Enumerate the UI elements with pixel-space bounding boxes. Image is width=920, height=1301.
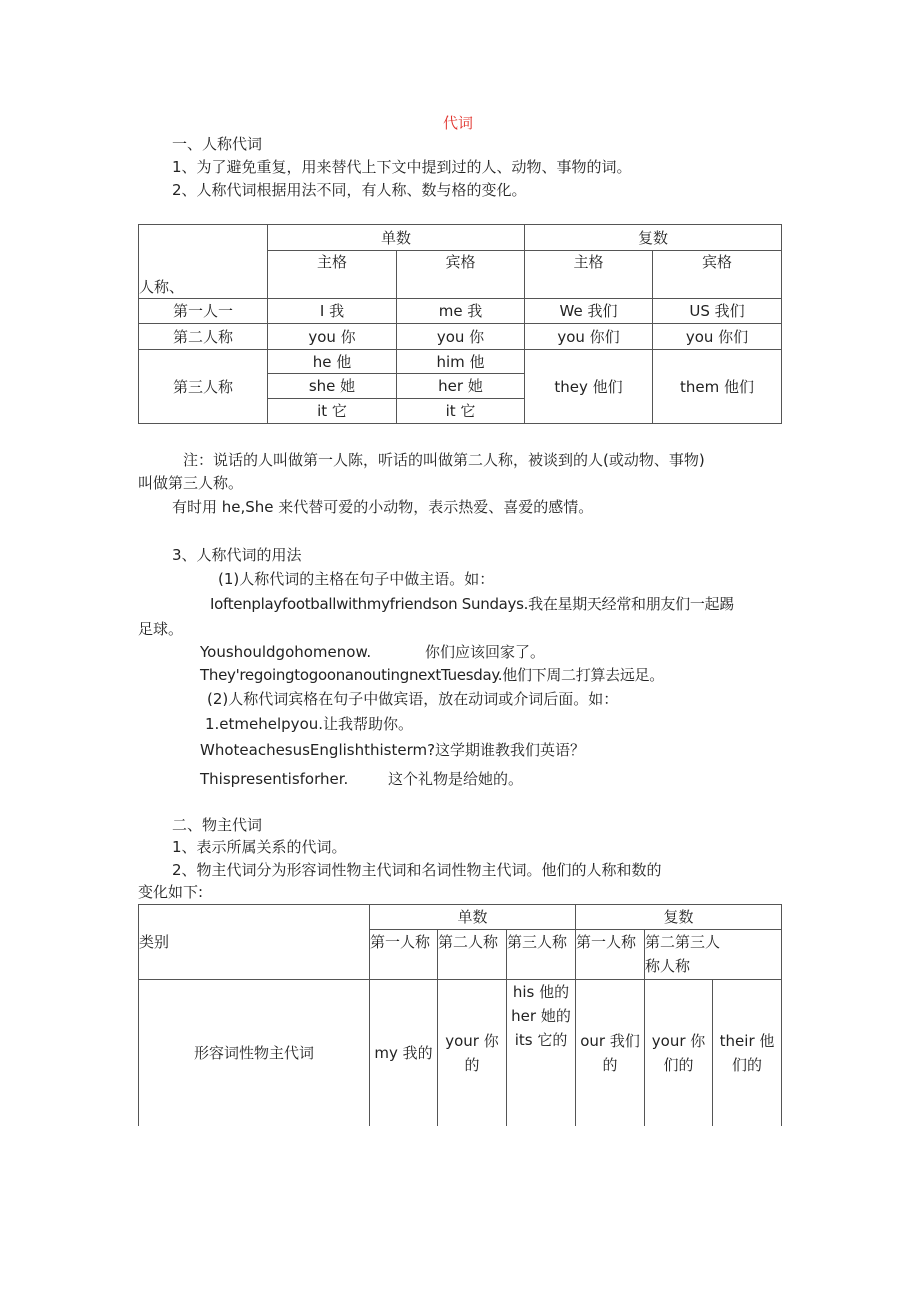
- paragraph: (2)人称代词宾格在句子中做宾语，放在动词或介词后面。如：: [207, 690, 619, 708]
- example: Ioftenplayfootballwithmyfriendson Sundays.我在星期天经常和朋友们一起踢: [210, 595, 734, 613]
- cell: I 我: [268, 299, 397, 324]
- example: Thispresentisforher.: [200, 770, 349, 788]
- section-heading: 一、人称代词: [172, 135, 263, 153]
- example: They'regoingtogoonanoutingnextTuesday.他们下周二打算去远足。: [200, 666, 664, 684]
- example: 1.etmehelpyou.让我帮助你。: [205, 715, 414, 733]
- cell: you 你: [397, 324, 525, 350]
- note: 叫做第三人称。: [138, 474, 244, 492]
- table-row: [139, 350, 782, 374]
- header-obj: 宾格: [397, 251, 525, 299]
- doc-title: 代词: [443, 114, 474, 132]
- row-label: 形容词性物主代词: [139, 980, 370, 1126]
- cell: you 你们: [525, 324, 653, 350]
- example-translation: 你们应该回家了。: [425, 643, 546, 661]
- section-heading: 二、物主代词: [172, 816, 263, 834]
- header-plural: 复数: [576, 905, 782, 930]
- cell: US 我们: [653, 299, 782, 324]
- paragraph: 2、人称代词根据用法不同，有人称、数与格的变化。: [172, 181, 527, 199]
- header-singular: 单数: [370, 905, 576, 930]
- cell: they 他们: [525, 350, 653, 424]
- cell: 第一人一: [139, 299, 268, 324]
- cell: their 他们的: [713, 980, 782, 1126]
- note: 有时用 he,She 来代替可爱的小动物，表示热爱、喜爱的感情。: [172, 498, 594, 516]
- cell: your 你们的: [645, 980, 713, 1126]
- table-row: [139, 299, 782, 324]
- paragraph: 变化如下:: [138, 883, 204, 901]
- cell: 第三人称: [139, 350, 268, 424]
- header-nom: 主格: [525, 251, 653, 299]
- header-plural: 复数: [525, 225, 782, 251]
- cell: it 它: [268, 399, 397, 424]
- table-row: [139, 324, 782, 350]
- col-header: 第三人称: [507, 930, 576, 980]
- header-singular: 单数: [268, 225, 525, 251]
- cell: her 她: [397, 374, 525, 399]
- personal-pronoun-table: [138, 224, 782, 424]
- cell: your 你的: [438, 980, 507, 1126]
- cell: his 他的 her 她的 its 它的: [507, 980, 576, 1126]
- cell: them 他们: [653, 350, 782, 424]
- cell: We 我们: [525, 299, 653, 324]
- cell: 第二人称: [139, 324, 268, 350]
- example: 足球。: [138, 620, 184, 638]
- header-obj: 宾格: [653, 251, 782, 299]
- cell: you 你们: [653, 324, 782, 350]
- cell: he 他: [268, 350, 397, 374]
- col-header: 第一人称: [370, 930, 438, 980]
- cell: you 你: [268, 324, 397, 350]
- cell: him 他: [397, 350, 525, 374]
- example-translation: 这个礼物是给她的。: [388, 770, 524, 788]
- paragraph: (1)人称代词的主格在句子中做主语。如：: [218, 570, 495, 588]
- corner-cell: 人称、: [139, 225, 268, 299]
- cell: me 我: [397, 299, 525, 324]
- paragraph: 2、物主代词分为形容词性物主代词和名词性物主代词。他们的人称和数的: [172, 861, 662, 879]
- possessive-pronoun-table: [138, 904, 782, 1126]
- table-row: [139, 980, 782, 1126]
- example: Youshouldgohomenow.: [200, 643, 372, 661]
- col-header: 第二第三人称人称: [645, 930, 782, 980]
- section-heading: 3、人称代词的用法: [172, 546, 302, 564]
- cell: my 我的: [370, 980, 438, 1126]
- header-nom: 主格: [268, 251, 397, 299]
- paragraph: 1、表示所属关系的代词。: [172, 838, 347, 856]
- col-header: 第二人称: [438, 930, 507, 980]
- example: WhoteachesusEnglishthisterm?这学期谁教我们英语？: [200, 741, 586, 759]
- paragraph: 1、为了避免重复，用来替代上下文中提到过的人、动物、事物的词。: [172, 158, 632, 176]
- cell: she 她: [268, 374, 397, 399]
- note: 注：说话的人叫做第一人陈，听话的叫做第二人称，被谈到的人(或动物、事物): [183, 451, 705, 469]
- cell: our 我们的: [576, 980, 645, 1126]
- cell: it 它: [397, 399, 525, 424]
- category-header: 类别: [139, 905, 370, 980]
- col-header: 第一人称: [576, 930, 645, 980]
